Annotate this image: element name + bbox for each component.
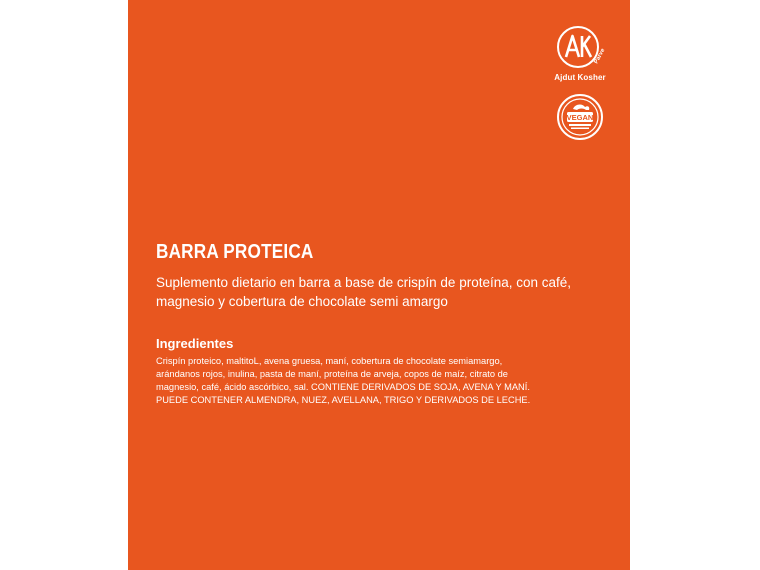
ingredients-text: Crispín proteico, maltitoL, avena gruesa, maní, cobertura de chocolate semiamargo, arándanos rojos, inulina, pasta de maní, proteína de arveja, copos de maíz, citrato de magnesio, café, ácido ascórbico, sal. CONTIENE DERIVADOS DE SOJA, AVENA Y MANÍ. PUEDE CONTENER ALMENDRA, NUEZ, AVELLANA, TRIGO Y DERIVADOS DE LECHE. <box>156 356 531 406</box>
product-subtitle: Suplemento dietario en barra a base de crispín de proteína, con café, magnesio y cobertura de chocolate semi amargo <box>156 275 572 309</box>
product-title: BARRA PROTEICA <box>156 241 314 263</box>
vegan-badge <box>556 93 604 141</box>
svg-text:VEGAN: VEGAN <box>566 113 594 122</box>
ingredients-heading: Ingredientes <box>156 336 234 351</box>
product-label-panel <box>128 0 630 570</box>
svg-text:Parve: Parve <box>593 47 607 65</box>
kosher-ak-seal-icon <box>553 24 607 74</box>
kosher-badge <box>553 24 607 86</box>
vegan-seal-icon <box>556 93 604 141</box>
kosher-badge-label: Ajdut Kosher <box>554 73 606 82</box>
